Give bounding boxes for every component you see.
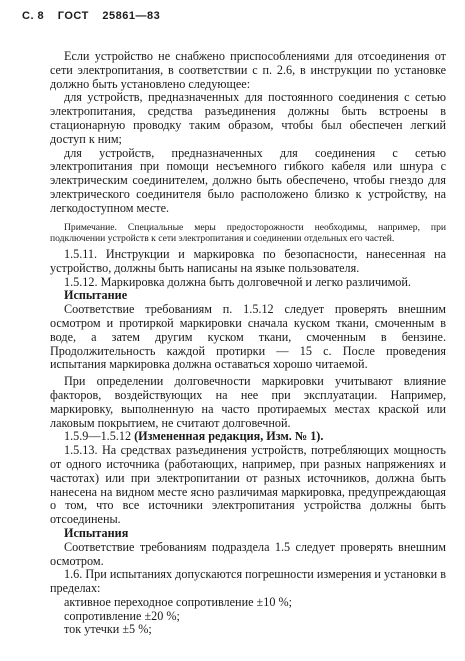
- standard-number: 25861—83: [102, 10, 161, 22]
- paragraph-inspection: Соответствие требованиям подраздела 1.5 следует проверять внешним осмотром.: [50, 539, 446, 568]
- standard-label: ГОСТ: [57, 10, 89, 22]
- paragraph-disconnect-intro: Если устройство не снабжено приспособлениями для отсоединения от сети электропитания, в соответствии с п. 2.6, в инструкции по установке должно быть установлено следующее:: [50, 49, 446, 91]
- paragraph-amendment: [50, 430, 446, 444]
- heading-test: Испытание: [64, 288, 128, 303]
- list-item-leakage-current: ток утечки ±5 %;: [64, 622, 152, 637]
- page-header: [22, 10, 170, 22]
- paragraph-permanent-connection: для устройств, предназначенных для постоянного соединения с сетью электропитания, средства разъединения должны быть встроены в стационарную проводку таким образом, чтобы был обеспечен легкий доступ к ним;: [50, 90, 446, 146]
- note-paragraph: Примечание. Специальные меры предосторожности необходимы, например, при подключении устройств к сети электропитания и соединении отдельных его частей.: [50, 221, 446, 244]
- page-number: С. 8: [22, 10, 45, 22]
- paragraph-flexible-cable: для устройств, предназначенных для соединения с сетью электропитания при помощи несъемного гибкого кабеля или шнура с электрическим соединителем, должно быть обеспечено, чтобы гнездо для электрического соединителя было расположено близко к устройству, на легкодоступном месте.: [50, 145, 446, 215]
- paragraph-test-procedure: Соответствие требованиям п. 1.5.12 следует проверять внешним осмотром и протиркой маркировки сначала куском ткани, смоченным в воде, а затем другим куском ткани, смоченным в бензине. Продолжительность каждой протирки — 15 с. После проведения испытания маркировка должна оставаться хорошо читаемой.: [50, 302, 446, 372]
- amendment-note: (Измененная редакция, Изм. № 1).: [134, 429, 324, 444]
- heading-tests: Испытания: [64, 525, 129, 540]
- paragraph-1-5-13: 1.5.13. На средствах разъединения устройств, потребляющих мощность от одного источника (работающих, например, при разных напряжениях и частотах) или при электропитании от разных источников, должна быть нанесена на видном месте ясно различимая маркировка, предупреждающая о том, что все источники электропитания устройства должны быть отсоединены.: [50, 443, 446, 527]
- paragraph-1-5-11: 1.5.11. Инструкции и маркировка по безопасности, нанесенная на устройство, должны быть написаны на языке пользователя.: [50, 246, 446, 275]
- paragraph-durability: При определении долговечности маркировки учитывают влияние факторов, воздействующих на нее при эксплуатации. Например, маркировку, выполненную на часто протираемых местах краской или лаковым покрытием, не считают долговечной.: [50, 374, 446, 430]
- paragraph-1-6: 1.6. При испытаниях допускаются погрешности измерения и установки в пределах:: [50, 567, 446, 596]
- document-body: [50, 50, 446, 637]
- paragraph-1-5-12: 1.5.12. Маркировка должна быть долговечной и легко различимой.: [64, 274, 411, 289]
- list-item-contact-resistance: активное переходное сопротивление ±10 %;: [64, 594, 293, 609]
- amendment-range: 1.5.9—1.5.12: [64, 429, 132, 444]
- list-item-resistance: сопротивление ±20 %;: [64, 608, 180, 623]
